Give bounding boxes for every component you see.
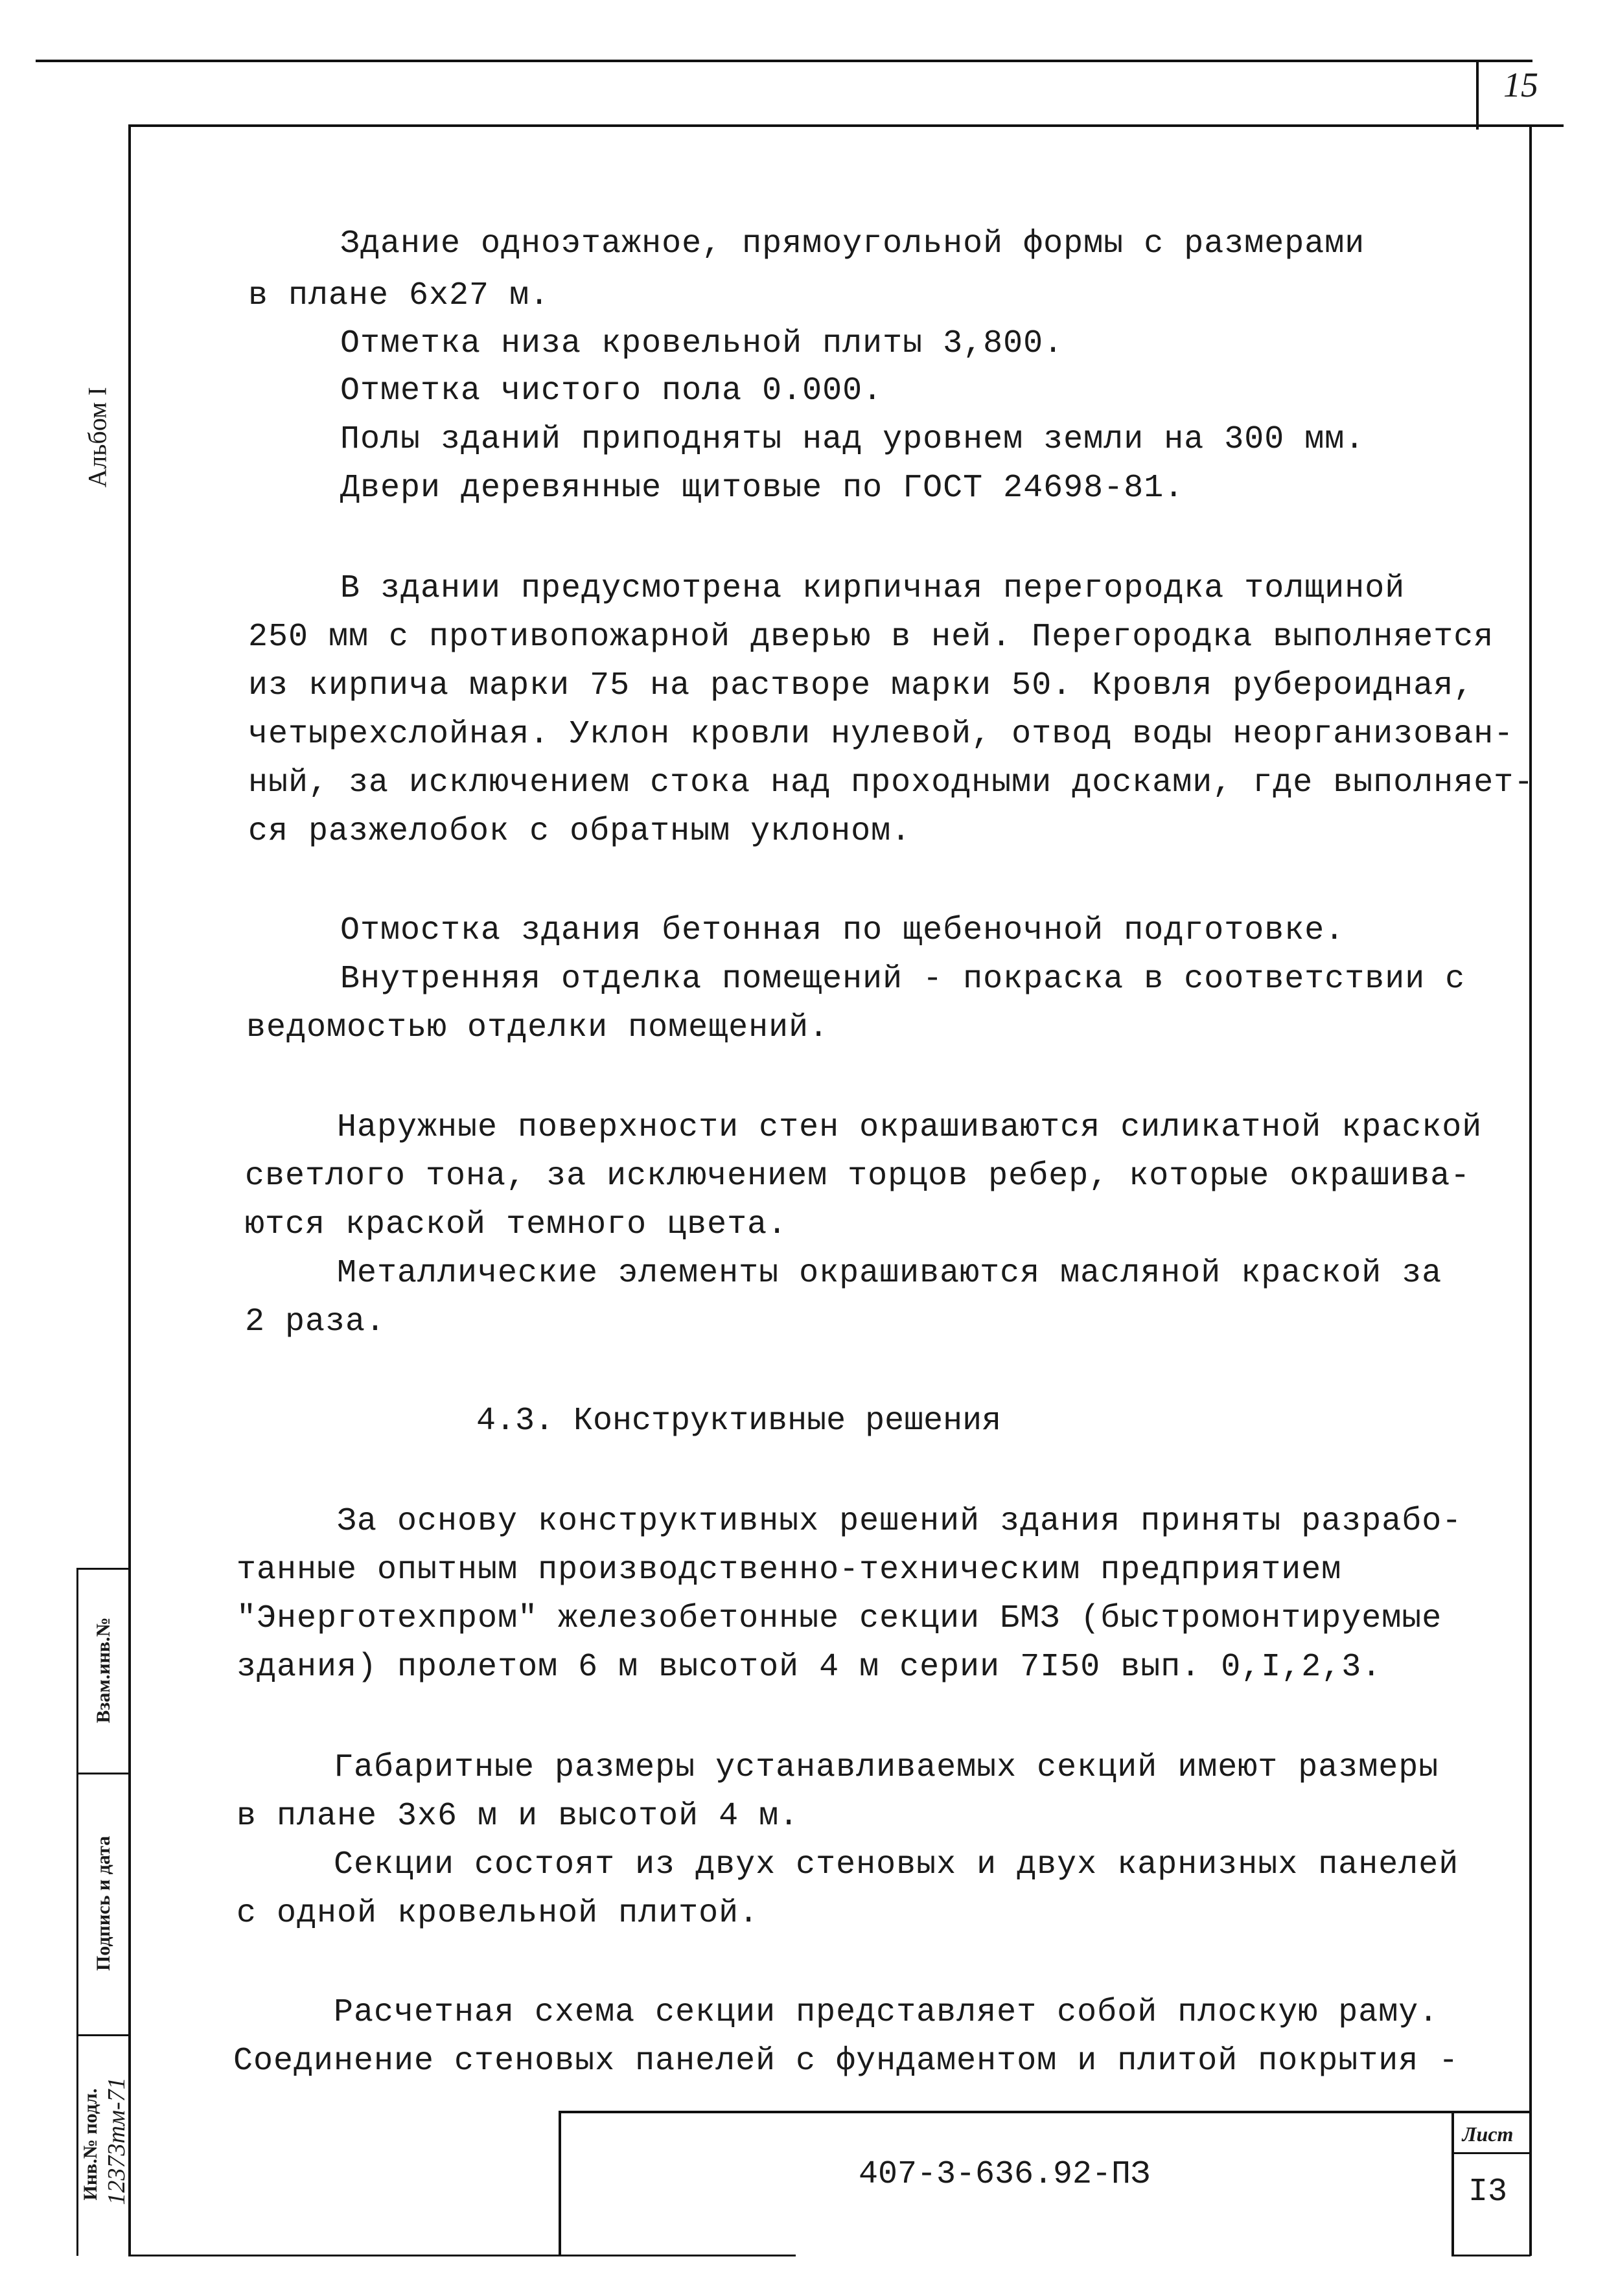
sheet-cell-divider	[1451, 2152, 1531, 2154]
body-line: здания) пролетом 6 м высотой 4 м серии 7I50 вып. 0,I,2,3.	[237, 1649, 1382, 1686]
body-line: из кирпича марки 75 на растворе марки 50. Кровля рубероидная,	[248, 667, 1474, 704]
body-line: ются краской темного цвета.	[245, 1206, 788, 1243]
sheet-cell-bottom	[1451, 2255, 1531, 2256]
body-line: 2 раза.	[245, 1303, 386, 1340]
body-line: Двери деревянные щитовые по ГОСТ 24698-81.	[340, 470, 1185, 507]
body-line: светлого тона, за исключением торцов ребер, которые окрашива-	[245, 1158, 1471, 1195]
body-line: Секции состоят из двух стеновых и двух карнизных панелей	[334, 1846, 1459, 1883]
body-line: с одной кровельной плитой.	[237, 1895, 759, 1932]
body-line: Соединение стеновых панелей с фундаментом и плитой покрытия -	[233, 2043, 1459, 2080]
body-line: Отметка чистого пола 0.000.	[340, 373, 883, 409]
title-block-left-border	[559, 2111, 561, 2256]
side-strip-rule-2	[76, 1773, 130, 1774]
frame-bottom-border	[128, 2255, 796, 2256]
body-line: В здании предусмотрена кирпичная перегородка толщиной	[340, 570, 1405, 607]
body-line: Отметка низа кровельной плиты 3,800.	[340, 325, 1064, 362]
frame-right-border	[1529, 124, 1532, 2256]
body-line: ведомостью отделки помещений.	[246, 1009, 829, 1046]
body-line: "Энерготехпром" железобетонные секции БМЗ (быстромонтируемые	[237, 1600, 1442, 1637]
body-line: 250 мм с противопожарной дверью в ней. Перегородка выполняется	[248, 619, 1494, 656]
body-line: Расчетная схема секции представляет собой плоскую раму.	[334, 1994, 1439, 2031]
body-line: ся разжелобок с обратным уклоном.	[248, 813, 912, 850]
body-line: Габаритные размеры устанавливаемых секций имеют размеры	[334, 1749, 1439, 1786]
body-line: Внутренняя отделка помещений - покраска в соответствии с	[340, 961, 1466, 998]
body-line: Полы зданий приподняты над уровнем земли на 300 мм.	[340, 421, 1365, 458]
replacement-inv-label: Взам.инв.№	[93, 1617, 114, 1723]
side-strip-left-border	[76, 1568, 78, 2256]
top-rule	[36, 60, 1532, 62]
frame-top-border	[128, 124, 1564, 127]
body-line: в плане 3х6 м и высотой 4 м.	[237, 1798, 800, 1835]
body-line: Здание одноэтажное, прямоугольной формы с размерами	[340, 225, 1365, 262]
body-line: Наружные поверхности стен окрашиваются силикатной краской	[337, 1109, 1483, 1146]
document-code: 407-3-636.92-ПЗ	[858, 2156, 1151, 2193]
sheet-number: I3	[1468, 2174, 1507, 2210]
page-number-divider	[1476, 60, 1479, 130]
page-number: 15	[1503, 65, 1538, 104]
body-line: в плане 6х27 м.	[248, 277, 550, 314]
inv-number-value: 12373тм-71	[103, 2077, 130, 2205]
album-label-text: Альбом I	[82, 387, 112, 488]
body-line: Металлические элементы окрашиваются масляной краской за	[337, 1255, 1442, 1292]
inv-number-label: Инв.№ подл.	[80, 2088, 101, 2201]
title-block-top-border	[559, 2111, 1531, 2113]
sheet-label: Лист	[1462, 2122, 1514, 2146]
body-line: танные опытным производственно-техническим предприятием	[237, 1552, 1342, 1589]
side-strip-rule-1	[76, 1568, 130, 1570]
section-heading: 4.3. Конструктивные решения	[476, 1403, 1002, 1440]
body-line: За основу конструктивных решений здания приняты разрабо-	[337, 1503, 1462, 1540]
body-line: четырехслойная. Уклон кровли нулевой, отвод воды неорганизован-	[248, 716, 1514, 753]
body-line: ный, за исключением стока над проходными досками, где выполняет-	[248, 764, 1534, 801]
body-line: Отмостка здания бетонная по щебеночной подготовке.	[340, 912, 1345, 949]
side-strip-rule-3	[76, 2034, 130, 2036]
frame-left-border	[128, 124, 131, 2256]
signature-date-label: Подпись и дата	[93, 1835, 114, 1971]
